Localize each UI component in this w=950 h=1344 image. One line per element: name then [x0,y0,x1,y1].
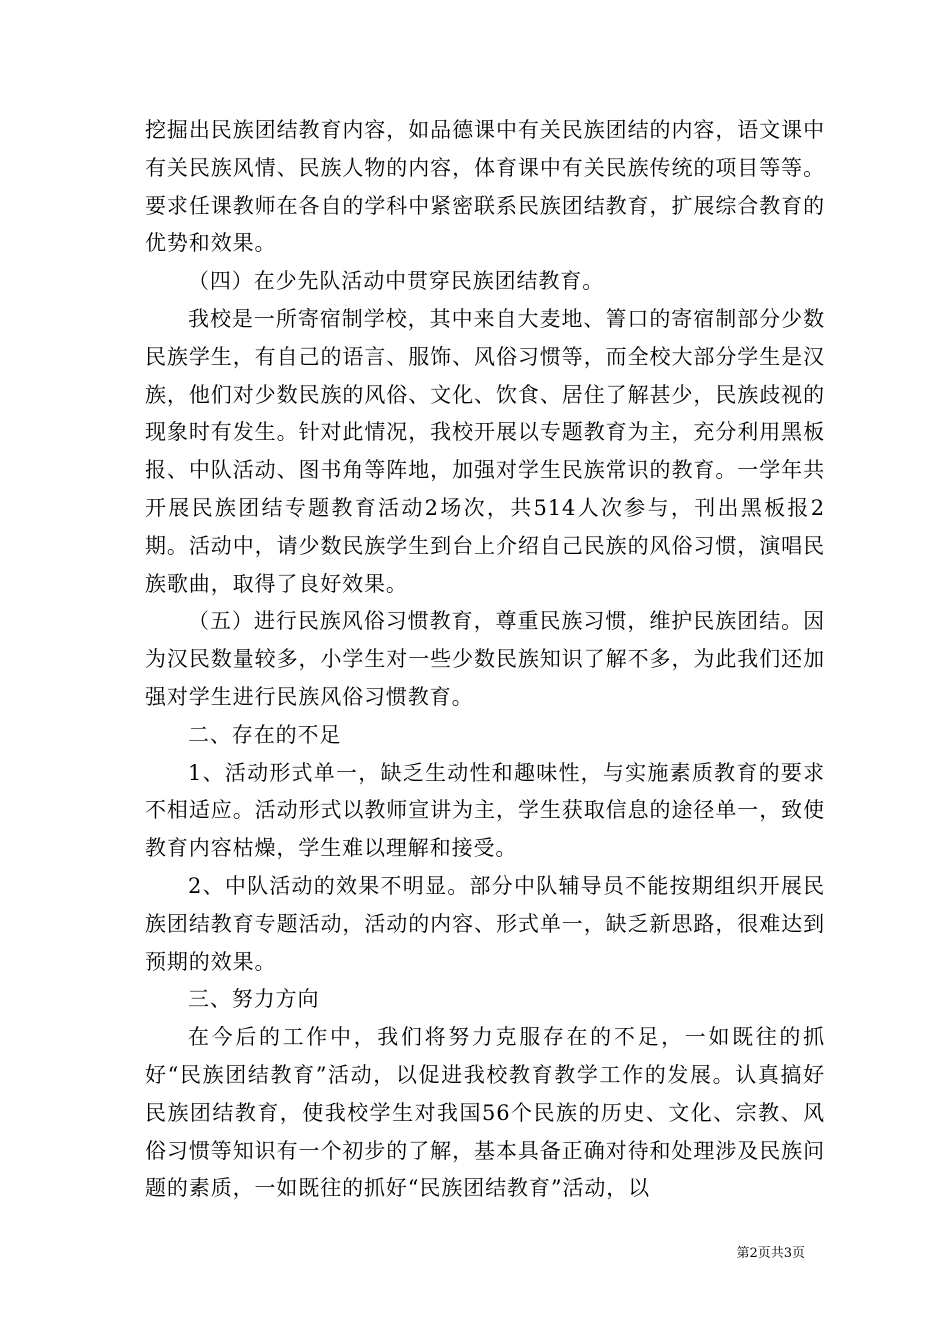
paragraph-direction: 在今后的工作中，我们将努力克服存在的不足，一如既往的抓好“民族团结教育”活动，以促进我校教育教学工作的发展。认真搞好民族团结教育，使我校学生对我国56个民族的历史、文化、宗教、风俗习惯等知识有一个初步的了解，基本具备正确对待和处理涉及民族问题的素质，一如既往的抓好“民族团结教育”活动，以 [145,1025,825,1201]
heading-direction: 三、努力方向 [188,987,320,1012]
paragraph-continuation: 挖掘出民族团结教育内容，如品德课中有关民族团结的内容，语文课中有关民族风情、民族人物的内容，体育课中有关民族传统的项目等等。要求任课教师在各自的学科中紧密联系民族团结教育，扩展综合教育的优势和效果。 [145,118,825,256]
heading-section-four: （四）在少先队活动中贯穿民族团结教育。 [188,269,605,294]
paragraph-shortcoming-one: 1、活动形式单一，缺乏生动性和趣味性，与实施素质教育的要求不相适应。活动形式以教师宣讲为主，学生获取信息的途径单一，致使教育内容枯燥，学生难以理解和接受。 [145,760,825,861]
page-number-footer: 第2页共3页 [736,1246,805,1261]
paragraph-shortcoming-two: 2、中队活动的效果不明显。部分中队辅导员不能按期组织开展民族团结教育专题活动，活动的内容、形式单一，缺乏新思路，很难达到预期的效果。 [145,873,825,974]
paragraph-boarding-school: 我校是一所寄宿制学校，其中来自大麦地、箐口的寄宿制部分少数民族学生，有自己的语言、服饰、风俗习惯等，而全校大部分学生是汉族，他们对少数民族的风俗、文化、饮食、居住了解甚少，民族歧视的现象时有发生。针对此情况，我校开展以专题教育为主，充分利用黑板报、中队活动、图书角等阵地，加强对学生民族常识的教育。一学年共开展民族团结专题教育活动2场次，共514人次参与，刊出黑板报2期。活动中，请少数民族学生到台上介绍自己民族的风俗习惯，演唱民族歌曲，取得了良好效果。 [145,306,825,596]
heading-shortcomings: 二、存在的不足 [188,722,342,747]
document-body [145,112,825,1208]
heading-section-five: （五）进行民族风俗习惯教育，尊重民族习惯，维护民族团结。因为汉民数量较多，小学生对一些少数民族知识了解不多，为此我们还加强对学生进行民族风俗习惯教育。 [145,609,825,709]
